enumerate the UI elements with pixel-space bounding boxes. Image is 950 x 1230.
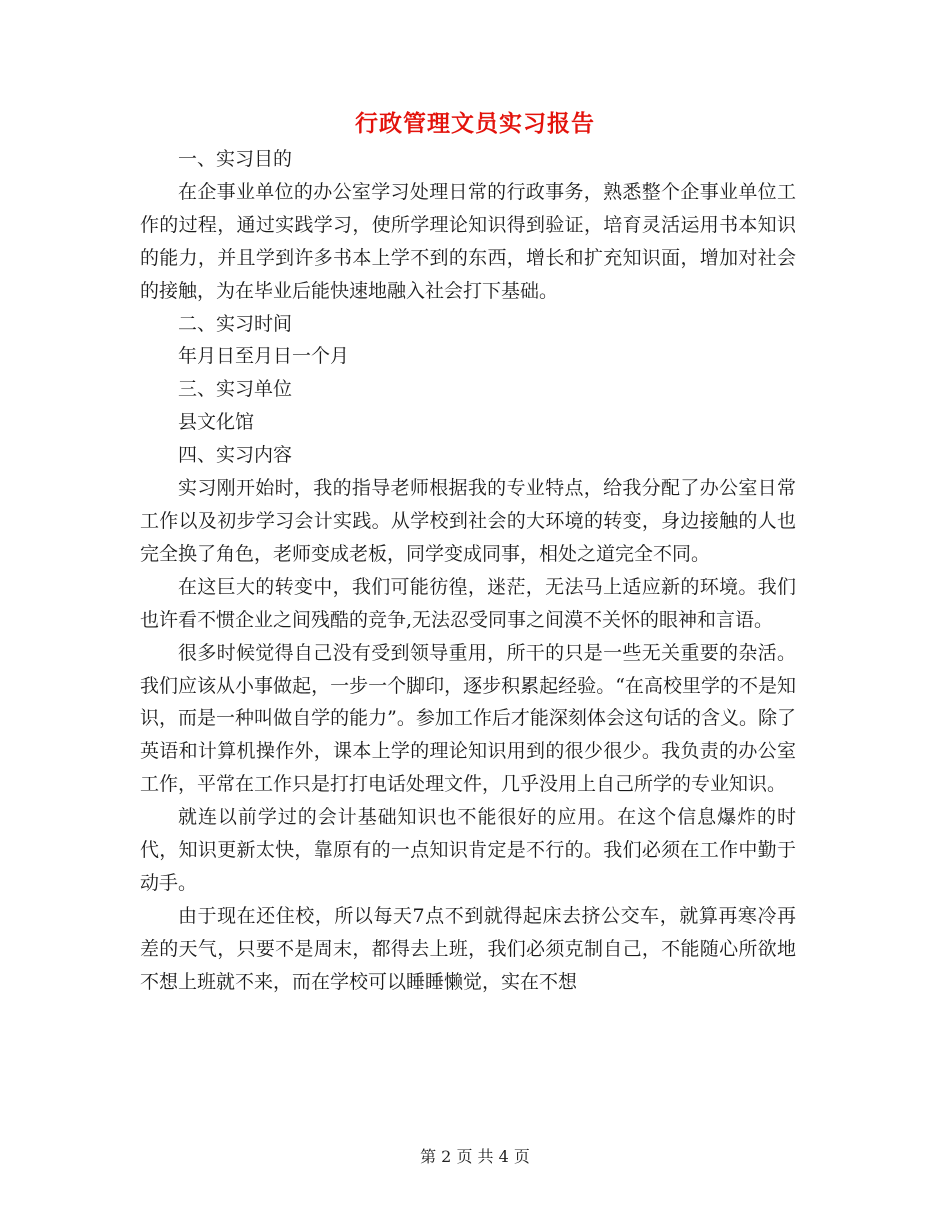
section-heading-content: 四、实习内容	[178, 444, 293, 467]
paragraph-purpose: 在企事业单位的办公室学习处理日常的行政事务，熟悉整个企事业单位工作的过程，通过实践学习，使所学理论知识得到验证，培育灵活运用书本知识的能力，并且学到许多书本上学不到的东西，增长和扩充知识面，增加对社会的接触，为在毕业后能快速地融入社会打下基础。	[140, 180, 796, 302]
paragraph-content-3: 很多时候觉得自己没有受到领导重用，所干的只是一些无关重要的杂活。我们应该从小事做起，一步一个脚印，逐步积累起经验。“在高校里学的不是知识，而是一种叫做自学的能力”。参加工作后才能深刻体会这句话的含义。除了英语和计算机操作外，课本上学的理论知识用到的很少很少。我负责的办公室工作，平常在工作只是打打电话处理文件，几乎没用上自己所学的专业知识。	[140, 641, 796, 796]
paragraph-time: 年月日至月日一个月	[178, 345, 350, 368]
paragraph-content-4: 就连以前学过的会计基础知识也不能很好的应用。在这个信息爆炸的时代，知识更新太快，靠原有的一点知识肯定是不行的。我们必须在工作中勤于动手。	[140, 806, 796, 894]
section-heading-time: 二、实习时间	[178, 312, 293, 335]
page-number: 第 2 页 共 4 页	[420, 1147, 530, 1166]
section-heading-purpose: 一、实习目的	[178, 148, 293, 170]
document-title: 行政管理文员实习报告	[355, 110, 595, 137]
section-heading-unit: 三、实习单位	[178, 378, 293, 401]
paragraph-unit: 县文化馆	[178, 411, 255, 434]
paragraph-content-5: 由于现在还住校，所以每天7点不到就得起床去挤公交车，就算再寒冷再差的天气，只要不是周末，都得去上班，我们必须克制自己，不能随心所欲地不想上班就不来，而在学校可以睡睡懒觉，实在不想	[140, 904, 796, 993]
paragraph-content-2: 在这巨大的转变中，我们可能彷徨，迷茫，无法马上适应新的环境。我们也许看不惯企业之间残酷的竞争,无法忍受同事之间漠不关怀的眼神和言语。	[140, 575, 796, 631]
paragraph-content-1: 实习刚开始时，我的指导老师根据我的专业特点，给我分配了办公室日常工作以及初步学习会计实践。从学校到社会的大环境的转变，身边接触的人也完全换了角色，老师变成老板，同学变成同事，相处之道完全不同。	[140, 477, 796, 565]
document-body	[140, 143, 796, 999]
